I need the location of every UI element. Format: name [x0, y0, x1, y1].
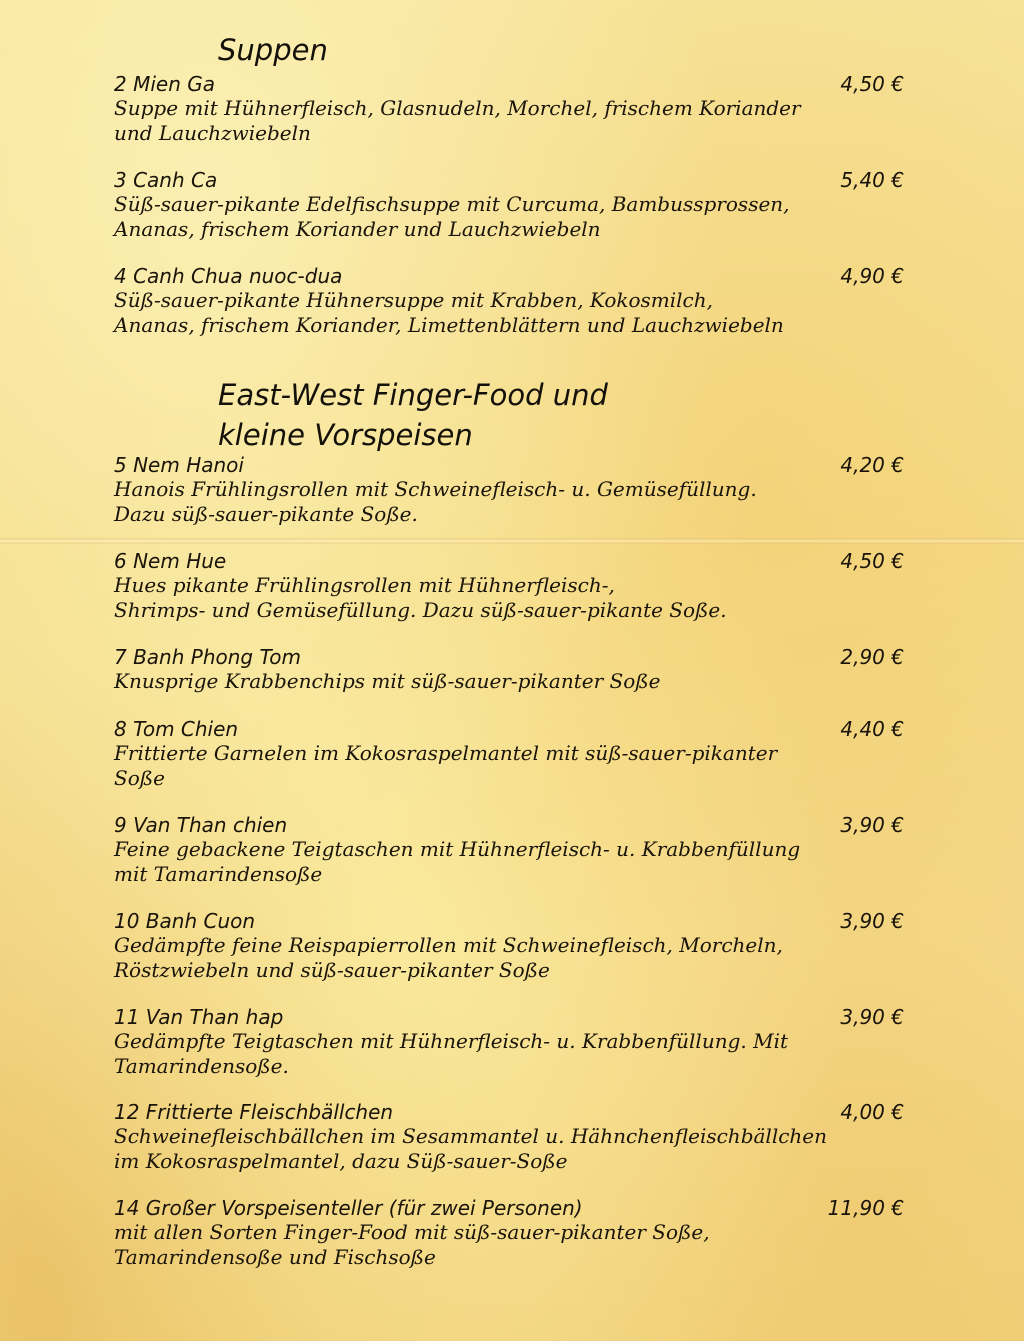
description-line: Suppe mit Hühnerfleisch, Glasnudeln, Morchel, frischem Koriander — [114, 96, 801, 120]
description-line: Ananas, frischem Koriander, Limettenblättern und Lauchzwiebeln — [114, 312, 784, 337]
item-description — [114, 933, 904, 982]
menu-item — [114, 264, 904, 337]
item-description — [114, 837, 904, 886]
description-line: Schweinefleischbällchen im Sesammantel u. Hähnchenfleischbällchen — [114, 1124, 828, 1148]
description-line: Hanois Frühlingsrollen mit Schweinefleisch- u. Gemüsefüllung. — [114, 477, 757, 501]
item-name: 3 Canh Ca — [114, 168, 218, 192]
item-header — [114, 264, 904, 288]
menu-item — [114, 453, 904, 526]
description-line: Hues pikante Frühlingsrollen mit Hühnerfleisch-, — [114, 573, 615, 597]
item-name: 6 Nem Hue — [114, 549, 227, 573]
item-description — [114, 96, 904, 145]
item-price: 4,00 € — [840, 1100, 904, 1124]
item-price: 4,50 € — [840, 549, 904, 573]
menu-item — [114, 1005, 904, 1078]
heading-line: Suppen — [218, 33, 328, 67]
item-name: 11 Van Than hap — [114, 1005, 284, 1029]
description-line: Süß-sauer-pikante Edelfischsuppe mit Curcuma, Bambussprossen, — [114, 192, 790, 216]
description-line: Gedämpfte Teigtaschen mit Hühnerfleisch- u. Krabbenfüllung. Mit — [114, 1029, 789, 1053]
item-header — [114, 72, 904, 96]
description-line: Gedämpfte feine Reispapierrollen mit Schweinefleisch, Morcheln, — [114, 933, 783, 957]
item-description — [114, 1029, 904, 1078]
description-line: mit Tamarindensoße — [114, 861, 323, 886]
item-price: 3,90 € — [840, 909, 904, 933]
item-name: 9 Van Than chien — [114, 813, 288, 837]
item-price: 2,90 € — [840, 645, 904, 669]
item-price: 11,90 € — [827, 1196, 904, 1220]
description-line: Feine gebackene Teigtaschen mit Hühnerfleisch- u. Krabbenfüllung — [114, 837, 801, 861]
description-line: im Kokosraspelmantel, dazu Süß-sauer-Soße — [114, 1148, 568, 1173]
menu-item — [114, 1100, 904, 1173]
heading-line: East-West Finger-Food und — [218, 378, 608, 412]
heading-line: kleine Vorspeisen — [218, 418, 473, 452]
item-name: 10 Banh Cuon — [114, 909, 256, 933]
item-name: 7 Banh Phong Tom — [114, 645, 301, 669]
item-price: 3,90 € — [840, 1005, 904, 1029]
item-price: 4,40 € — [840, 717, 904, 741]
description-line: Ananas, frischem Koriander und Lauchzwiebeln — [114, 216, 601, 241]
item-description — [114, 573, 904, 622]
item-name: 5 Nem Hanoi — [114, 453, 244, 477]
item-price: 4,50 € — [840, 72, 904, 96]
description-line: Röstzwiebeln und süß-sauer-pikanter Soße — [114, 957, 550, 982]
item-header — [114, 717, 904, 741]
item-price: 3,90 € — [840, 813, 904, 837]
description-line: mit allen Sorten Finger-Food mit süß-sauer-pikanter Soße, — [114, 1220, 710, 1244]
item-header — [114, 1100, 904, 1124]
item-price: 5,40 € — [840, 168, 904, 192]
description-line: Soße — [114, 765, 165, 790]
item-name: 12 Frittierte Fleischbällchen — [114, 1100, 394, 1124]
item-header — [114, 813, 904, 837]
section-heading-finger-food — [218, 375, 608, 455]
item-name: 14 Großer Vorspeisenteller (für zwei Personen) — [114, 1196, 583, 1220]
item-description — [114, 477, 904, 526]
section-heading-suppen — [218, 30, 328, 70]
menu-item — [114, 645, 904, 694]
item-description — [114, 741, 904, 790]
item-description — [114, 288, 904, 337]
description-line: Tamarindensoße. — [114, 1053, 289, 1078]
item-description — [114, 192, 904, 241]
description-line: Dazu süß-sauer-pikante Soße. — [114, 501, 418, 526]
item-header — [114, 168, 904, 192]
description-line: Knusprige Krabbenchips mit süß-sauer-pikanter Soße — [114, 669, 661, 693]
item-name: 2 Mien Ga — [114, 72, 215, 96]
item-description — [114, 1220, 904, 1269]
item-header — [114, 453, 904, 477]
item-header — [114, 549, 904, 573]
description-line: Süß-sauer-pikante Hühnersuppe mit Krabben, Kokosmilch, — [114, 288, 713, 312]
description-line: Tamarindensoße und Fischsoße — [114, 1244, 436, 1269]
item-description — [114, 1124, 904, 1173]
item-header — [114, 645, 904, 669]
item-header — [114, 909, 904, 933]
menu-item — [114, 909, 904, 982]
item-price: 4,20 € — [840, 453, 904, 477]
description-line: und Lauchzwiebeln — [114, 120, 311, 145]
item-header — [114, 1005, 904, 1029]
item-name: 4 Canh Chua nuoc-dua — [114, 264, 343, 288]
item-name: 8 Tom Chien — [114, 717, 239, 741]
item-header — [114, 1196, 904, 1220]
description-line: Shrimps- und Gemüsefüllung. Dazu süß-sauer-pikante Soße. — [114, 597, 727, 622]
menu-item — [114, 813, 904, 886]
menu-item — [114, 168, 904, 241]
description-line: Frittierte Garnelen im Kokosraspelmantel mit süß-sauer-pikanter — [114, 741, 778, 765]
menu-item — [114, 1196, 904, 1269]
item-description — [114, 669, 904, 694]
menu-item — [114, 72, 904, 145]
menu-item — [114, 549, 904, 622]
item-price: 4,90 € — [840, 264, 904, 288]
menu-item — [114, 717, 904, 790]
